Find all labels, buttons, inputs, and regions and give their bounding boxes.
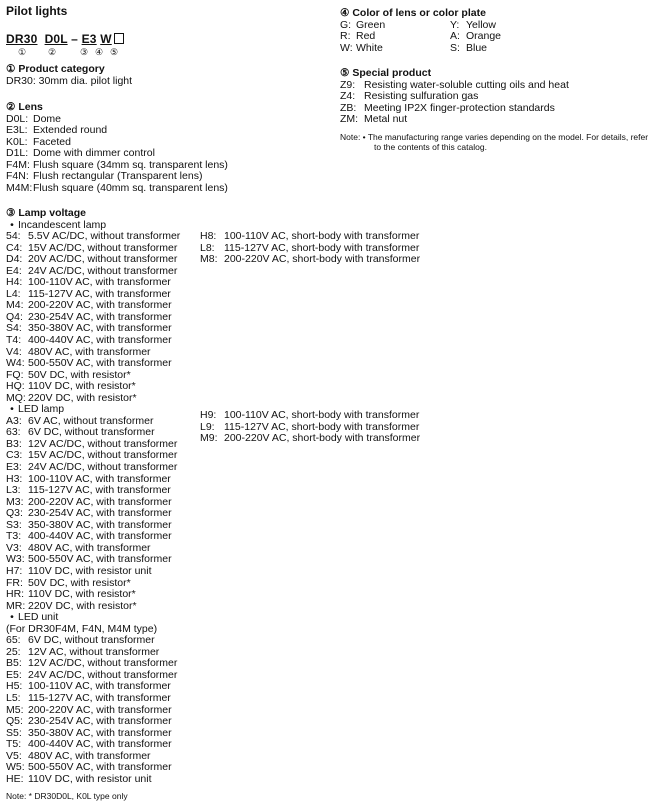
voltage-item-code: T3:	[6, 530, 22, 543]
voltage-item-code: B5:	[6, 657, 22, 670]
voltage-item-code: MQ:	[6, 391, 26, 404]
voltage-item-desc: 200-220V AC, with transformer	[28, 495, 172, 508]
voltage-item-code: H3:	[6, 472, 23, 485]
voltage-item-desc: 115-127V AC, short-body with transformer	[224, 241, 420, 254]
lens-item-code: F4M:	[6, 158, 30, 171]
voltage-item-desc: 200-220V AC, with transformer	[28, 299, 172, 312]
lens-item-desc: Faceted	[33, 135, 71, 148]
voltage-item-desc: 115-127V AC, with transformer	[28, 484, 171, 497]
voltage-item-code: E5:	[6, 668, 22, 681]
voltage-item-code: A3:	[6, 414, 22, 427]
voltage-item-desc: 110V DC, with resistor unit	[28, 772, 152, 785]
voltage-item-code: S5:	[6, 726, 22, 739]
special-item-desc: Meeting IP2X finger-protection standards	[364, 101, 555, 114]
voltage-item-code: T5:	[6, 738, 22, 751]
voltage-item-code: HQ:	[6, 380, 25, 393]
voltage-item-desc: 100-110V AC, with transformer	[28, 680, 171, 693]
voltage-item-code: E3:	[6, 461, 22, 474]
code-dash: –	[71, 32, 79, 46]
voltage-item-code: H4:	[6, 276, 23, 289]
voltage-item-desc: 480V AC, with transformer	[28, 541, 151, 554]
voltage-item-code: HE:	[6, 772, 24, 785]
bullet-icon: •	[10, 403, 14, 416]
voltage-item-desc: 230-254V AC, with transformer	[28, 310, 172, 323]
color-row	[340, 43, 501, 55]
voltage-item-code: C4:	[6, 241, 23, 254]
voltage-item-desc: 12V AC, without transformer	[28, 645, 160, 658]
lens-item-desc: Flush rectangular (Transparent lens)	[33, 170, 203, 183]
voltage-item-code: M8:	[200, 253, 218, 266]
lens-item-desc: Dome	[33, 112, 62, 125]
led-shortbody-list	[200, 410, 420, 445]
voltage-item-desc: 350-380V AC, with transformer	[28, 726, 172, 739]
incandescent-list	[6, 231, 180, 404]
voltage-item-code: H9:	[200, 409, 217, 421]
voltage-item-desc: 50V DC, with resistor*	[28, 576, 131, 589]
lens-list	[6, 114, 228, 195]
color-name: Green	[356, 18, 386, 31]
voltage-item-code: S3:	[6, 518, 22, 531]
led-unit-subtitle: (For DR30F4M, F4N, M4M type)	[6, 622, 158, 635]
color-item	[450, 43, 487, 55]
footnote: Note: * DR30D0L, K0L type only	[6, 791, 128, 802]
color-section	[340, 8, 501, 54]
voltage-item-code: W4:	[6, 357, 25, 370]
voltage-item-code: L5:	[6, 691, 21, 704]
voltage-item-code: V4:	[6, 345, 22, 358]
special-item-code: ZB:	[340, 101, 357, 114]
lens-item	[6, 183, 228, 195]
color-code: W:	[340, 41, 353, 54]
voltage-item-desc: 230-254V AC, with transformer	[28, 715, 172, 728]
product-category-section	[6, 64, 132, 87]
voltage-item-desc: 200-220V AC, short-body with transformer	[224, 253, 421, 266]
voltage-item-desc: 6V DC, without transformer	[28, 634, 155, 647]
voltage-item-desc: 15V AC/DC, without transformer	[28, 241, 178, 254]
lens-item-desc: Dome with dimmer control	[33, 147, 155, 160]
color-name: White	[356, 41, 383, 54]
voltage-item-desc: 500-550V AC, with transformer	[28, 357, 172, 370]
special-item	[340, 114, 648, 126]
voltage-item-code: E4:	[6, 264, 22, 277]
marker-2: ②	[48, 47, 57, 57]
voltage-item	[6, 774, 180, 786]
color-code: A:	[450, 30, 460, 43]
lens-item-code: F4N:	[6, 170, 29, 183]
bullet-icon: •	[10, 218, 14, 231]
voltage-item-code: W5:	[6, 761, 25, 774]
lens-item-desc: Flush square (34mm sq. transparent lens)	[33, 158, 228, 171]
model-code	[6, 33, 124, 46]
lens-item-desc: Flush square (40mm sq. transparent lens)	[33, 181, 228, 194]
color-name: Red	[356, 30, 376, 43]
special-item-code: ZM:	[340, 113, 359, 126]
voltage-item-code: B3:	[6, 437, 22, 450]
voltage-item-desc: 6V AC, without transformer	[28, 414, 154, 427]
color-name: Orange	[466, 30, 502, 43]
voltage-item-code: FR:	[6, 576, 23, 589]
marker-3: ③	[80, 47, 89, 57]
voltage-item-desc: 230-254V AC, with transformer	[28, 507, 172, 520]
voltage-item-code: FQ:	[6, 368, 24, 381]
voltage-item-desc: 12V AC/DC, without transformer	[28, 437, 178, 450]
voltage-item-desc: 480V AC, with transformer	[28, 749, 151, 762]
voltage-item-code: M5:	[6, 703, 24, 716]
product-category-heading: ① Product category	[6, 63, 105, 75]
lens-item-code: K0L:	[6, 135, 28, 148]
special-list	[340, 80, 648, 126]
lens-item-code: D1L:	[6, 147, 29, 160]
color-name: Blue	[466, 41, 488, 54]
voltage-item-code: H8:	[200, 230, 217, 242]
bullet-icon: •	[10, 611, 14, 624]
voltage-item-code: C3:	[6, 449, 23, 462]
product-category-text: DR30: 30mm dia. pilot light	[6, 74, 133, 87]
special-item-code: Z9:	[340, 78, 356, 91]
voltage-item-code: V3:	[6, 541, 22, 554]
special-section	[340, 68, 648, 152]
code-part-special-box	[114, 33, 124, 44]
voltage-item-desc: 200-220V AC, with transformer	[28, 703, 172, 716]
voltage-item-code: M9:	[200, 432, 218, 445]
voltage-item-desc: 400-440V AC, with transformer	[28, 530, 172, 543]
color-item	[340, 43, 450, 55]
voltage-item-desc: 5.5V AC/DC, without transformer	[28, 230, 181, 243]
voltage-item-code: MR:	[6, 599, 26, 612]
voltage-item-desc: 20V AC/DC, without transformer	[28, 253, 178, 266]
code-part-voltage: E3	[81, 32, 97, 46]
lens-item-code: M4M:	[6, 181, 33, 194]
voltage-item-code: 25:	[6, 645, 21, 658]
voltage-item-code: 65:	[6, 634, 21, 647]
voltage-item-desc: 500-550V AC, with transformer	[28, 761, 172, 774]
lens-item-desc: Extended round	[33, 124, 108, 137]
lamp-voltage-heading: ③ Lamp voltage	[6, 207, 87, 219]
voltage-item-desc: 24V AC/DC, without transformer	[28, 668, 178, 681]
voltage-item-desc: 480V AC, with transformer	[28, 345, 151, 358]
lens-item-code: D0L:	[6, 112, 29, 125]
color-code: G:	[340, 18, 352, 31]
voltage-item-code: M4:	[6, 299, 24, 312]
voltage-item	[200, 254, 420, 266]
voltage-item-code: S4:	[6, 322, 22, 335]
color-code: S:	[450, 41, 460, 54]
color-code: Y:	[450, 18, 460, 31]
voltage-item-code: T4:	[6, 334, 22, 347]
voltage-item-code: L3:	[6, 484, 21, 497]
voltage-item-code: M3:	[6, 495, 24, 508]
voltage-item-desc: 350-380V AC, with transformer	[28, 322, 172, 335]
voltage-item-desc: 220V DC, with resistor*	[28, 599, 137, 612]
special-item-desc: Resisting water-soluble cutting oils and heat	[364, 78, 569, 91]
special-item-desc: Metal nut	[364, 113, 408, 126]
voltage-item-desc: 115-127V AC, with transformer	[28, 287, 171, 300]
voltage-item-desc: 400-440V AC, with transformer	[28, 738, 172, 751]
voltage-item-desc: 500-550V AC, with transformer	[28, 553, 172, 566]
voltage-item-code: 63:	[6, 426, 21, 439]
voltage-item-code: Q4:	[6, 310, 23, 323]
marker-1: ①	[18, 47, 27, 57]
voltage-item-code: W3:	[6, 553, 25, 566]
voltage-item-code: V5:	[6, 749, 22, 762]
voltage-item-desc: 200-220V AC, short-body with transformer	[224, 432, 421, 445]
special-item-desc: Resisting sulfuration gas	[364, 90, 479, 103]
lens-item-code: E3L:	[6, 124, 28, 137]
lens-section	[6, 102, 228, 194]
color-name: Yellow	[466, 18, 496, 31]
voltage-item-desc: 400-440V AC, with transformer	[28, 334, 172, 347]
voltage-item-code: H5:	[6, 680, 23, 693]
led-unit-label: • LED unit	[6, 612, 180, 624]
voltage-item-desc: 24V AC/DC, without transformer	[28, 461, 178, 474]
led-lamp-label: • LED lamp	[6, 404, 180, 416]
voltage-item-code: Q5:	[6, 715, 23, 728]
code-part-color: W	[100, 32, 112, 46]
voltage-item-desc: 24V AC/DC, without transformer	[28, 264, 178, 277]
voltage-item-desc: 15V AC/DC, without transformer	[28, 449, 178, 462]
voltage-item-desc: 100-110V AC, short-body with transformer	[224, 409, 420, 421]
voltage-item-code: L8:	[200, 241, 215, 254]
voltage-item-desc: 100-110V AC, short-body with transformer	[224, 230, 420, 242]
voltage-item-desc: 50V DC, with resistor*	[28, 368, 131, 381]
special-item-code: Z4:	[340, 90, 356, 103]
code-part-series: DR30	[6, 32, 38, 46]
marker-5: ⑤	[110, 47, 119, 57]
color-code: R:	[340, 30, 351, 43]
led-unit-list	[6, 635, 180, 785]
incandescent-label: • Incandescent lamp	[6, 220, 180, 232]
voltage-item-code: L9:	[200, 420, 215, 433]
voltage-item-code: 54:	[6, 230, 21, 243]
incandescent-shortbody-list	[200, 231, 420, 266]
voltage-item-desc: 110V DC, with resistor*	[28, 380, 136, 393]
lens-heading: ② Lens	[6, 101, 43, 113]
color-heading: ④ Color of lens or color plate	[340, 7, 486, 19]
page-title: Pilot lights	[6, 4, 68, 18]
code-part-lens: D0L	[44, 32, 68, 46]
lamp-voltage-section	[6, 208, 180, 801]
voltage-item-desc: 115-127V AC, with transformer	[28, 691, 171, 704]
voltage-item-code: D4:	[6, 253, 23, 266]
special-note: Note: • The manufacturing range varies depending on the model. For details, refer to the contents of this catalog.	[340, 131, 649, 152]
special-heading: ⑤ Special product	[340, 67, 432, 79]
led-lamp-list	[6, 416, 180, 612]
voltage-item-code: H7:	[6, 564, 23, 577]
marker-4: ④	[95, 47, 104, 57]
voltage-item-desc: 350-380V AC, with transformer	[28, 518, 172, 531]
voltage-item-desc: 100-110V AC, with transformer	[28, 472, 171, 485]
voltage-item-code: HR:	[6, 588, 25, 601]
voltage-item-desc: 110V DC, with resistor unit	[28, 564, 152, 577]
voltage-item-code: Q3:	[6, 507, 23, 520]
voltage-item-desc: 100-110V AC, with transformer	[28, 276, 171, 289]
voltage-item-code: L4:	[6, 287, 21, 300]
voltage-item-desc: 115-127V AC, short-body with transformer	[224, 420, 420, 433]
voltage-item-desc: 6V DC, without transformer	[28, 426, 155, 439]
voltage-item-desc: 220V DC, with resistor*	[28, 391, 137, 404]
voltage-item	[200, 433, 420, 445]
voltage-item-desc: 12V AC/DC, without transformer	[28, 657, 178, 670]
voltage-item-desc: 110V DC, with resistor*	[28, 588, 136, 601]
color-grid	[340, 20, 501, 55]
